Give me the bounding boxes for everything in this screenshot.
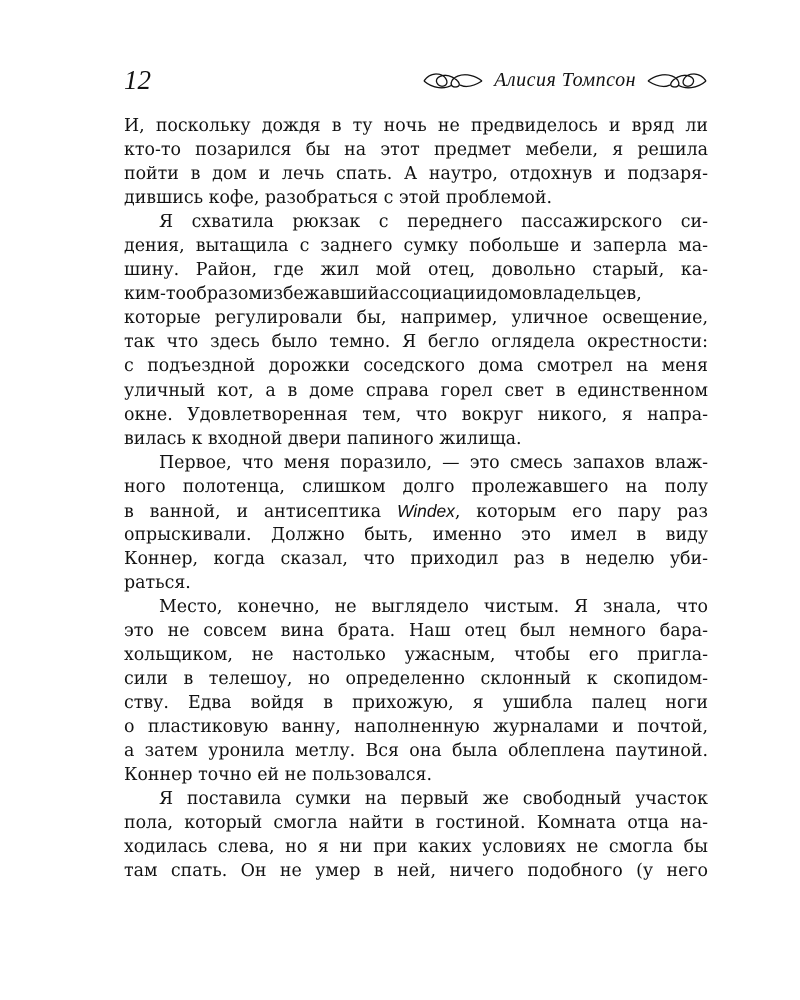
text-line: И, поскольку дождя в ту ночь не предвиделось и вряд ли (124, 116, 708, 136)
text-line: ким-тообразомизбежавшийассоциациидомовладельцев, (124, 284, 642, 305)
running-header (124, 64, 708, 96)
text-line: хольщиком, не настолько ужасным, чтобы его пригла- (124, 645, 708, 666)
text-line: раться. (124, 572, 191, 593)
text-line: Первое, что меня поразило, — это смесь запахов влаж- (159, 452, 708, 473)
text-line: Я схватила рюкзак с переднего пассажирского си- (159, 212, 708, 233)
swirl-ornament-icon (646, 68, 708, 92)
text-line: Я поставила сумки на первый же свободный участок (159, 789, 708, 810)
running-head-author: Алисия Томпсон (494, 68, 636, 91)
text-line: ного полотенца, слишком долго пролежавшего на полу (124, 476, 708, 497)
text-line: о пластиковую ванну, наполненную журналами и почтой, (124, 717, 708, 738)
text-line: Коннер точно ей не пользовался. (124, 765, 433, 786)
text-line: которые регулировали бы, например, уличное освещение, (124, 308, 708, 329)
text-line: Место, конечно, не выглядело чистым. Я знала, что (159, 596, 708, 617)
text-line: с подъездной дорожки соседского дома смотрел на меня (124, 356, 708, 377)
text-line: окне. Удовлетворенная тем, что вокруг никого, я напра- (124, 404, 708, 425)
text-line: ходилась слева, но я ни при каких условиях не смогла бы (124, 837, 708, 858)
text-line: пола, который смогла найти в гостиной. Комната отца на- (124, 813, 708, 834)
text-line: ству. Едва войдя в прихожую, я ушибла палец ноги (124, 693, 708, 714)
page-number: 12 (124, 65, 151, 95)
text-line: кто-то позарился бы на этот предмет мебели, я решила (124, 140, 708, 161)
text-line: там спать. Он не умер в ней, ничего подобного (у него (124, 861, 708, 882)
emphasis-windex: Windex (397, 500, 455, 521)
text-line: шину. Район, где жил мой отец, довольно старый, ка- (124, 260, 708, 281)
text-line: дившись кофе, разобраться с этой проблемой. (124, 188, 552, 209)
text-line: опрыскивали. Должно быть, именно это имел в виду (124, 524, 708, 545)
body-text (124, 114, 708, 884)
text-line: Коннер, когда сказал, что приходил раз в неделю уби- (124, 548, 708, 569)
text-line: уличный кот, а в доме справа горел свет в единственном (124, 380, 708, 401)
running-head (422, 64, 708, 96)
text-line: это не совсем вина брата. Наш отец был немного бара- (124, 620, 708, 641)
text-line: пойти в дом и лечь спать. А наутро, отдохнув и подзаря- (124, 164, 708, 185)
text-line: а затем уронила метлу. Вся она была облеплена паутиной. (124, 741, 708, 762)
text-line: так что здесь было темно. Я бегло оглядела окрестности: (124, 332, 708, 353)
text-line: вилась к входной двери папиного жилища. (124, 428, 522, 449)
swirl-ornament-icon (422, 68, 484, 92)
text-line: дения, вытащила с заднего сумку побольше и заперла ма- (124, 236, 708, 257)
text-line: сили в телешоу, но определенно склонный к скопидом- (124, 669, 708, 690)
text-line: в ванной, и антисептика Windex, которым его пару раз (124, 500, 708, 522)
